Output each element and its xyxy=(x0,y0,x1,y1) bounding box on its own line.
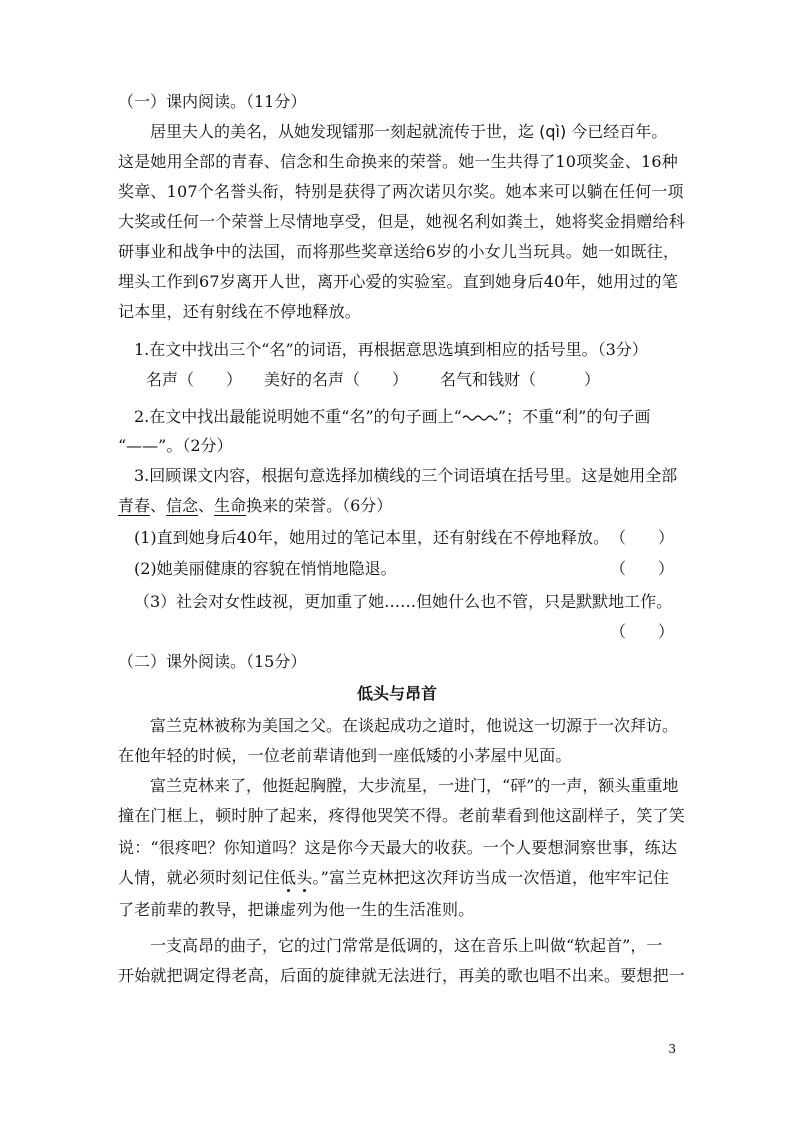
para-line: 埋头工作到67岁离开人世，离开心爱的实验室。直到她身后40年，她用过的笔 xyxy=(118,272,678,291)
underlined-word: 生命 xyxy=(214,496,247,515)
page-number: 3 xyxy=(668,1042,676,1056)
section2-heading: （二）课外阅读。（15分） xyxy=(118,652,307,671)
wavy-underline-icon xyxy=(462,413,498,423)
blank-good-reputation[interactable]: 美好的名声（ ） xyxy=(264,370,409,389)
question-3-item-2: (2)她美丽健康的容貌在悄悄地隐退。 xyxy=(134,559,397,578)
underlined-word: 青春 xyxy=(118,496,151,515)
blank-fame[interactable]: 名声（ ） xyxy=(146,370,243,389)
question-3-item-3: （3）社会对女性歧视，更加重了她……但她什么也不管，只是默默地工作。 xyxy=(134,592,673,611)
question-3-item-1: (1)直到她身后40年，她用过的笔记本里，还有射线在不停地释放。 xyxy=(134,528,610,547)
para-line: 这是她用全部的青春、信念和生命换来的荣誉。她一生共得了10项奖金、16种 xyxy=(118,152,678,171)
answer-paren[interactable]: （ ） xyxy=(610,559,675,578)
question-3-line2: 青春、信念、生命换来的荣誉。（6分） xyxy=(118,496,393,515)
dotted-emphasis: 低 xyxy=(280,868,297,887)
dotted-emphasis: 头 xyxy=(296,868,313,887)
para-line: 富兰克林来了，他挺起胸膛，大步流星，一进门，“砰”的一声，额头重重地 xyxy=(150,776,679,795)
question-2-line2: “——”。（2分） xyxy=(118,436,233,455)
pinyin-annotation: (qì) xyxy=(539,122,567,141)
para-line: 在他年轻的时候，一位老前辈请他到一座低矮的小茅屋中见面。 xyxy=(118,746,572,765)
para-line: 大奖或任何一个荣誉上尽情地享受，但是，她视名利如粪土，她将奖金捐赠给科 xyxy=(118,212,686,231)
para-line: 富兰克林被称为美国之父。在谈起成功之道时，他说这一切源于一次拜访。 xyxy=(150,716,679,735)
question-3: 3.回顾课文内容，根据句意选择加横线的三个词语填在括号里。这是她用全部 xyxy=(134,466,678,485)
para-line: 一支高昂的曲子，它的过门常常是低调的，这在音乐上叫做“软起首”，一 xyxy=(150,936,663,955)
answer-paren[interactable]: （ ） xyxy=(610,528,675,547)
para-line: 开始就把调定得老高，后面的旋律就无法进行，再美的歌也唱不出来。要想把一 xyxy=(118,966,686,985)
question-2: 2.在文中找出最能说明她不重“名”的句子画上“ ”；不重“利”的句子画 xyxy=(134,407,651,426)
para-line: 撞在门框上，顿时肿了起来，疼得他哭笑不得。老前辈看到他这副样子，笑了笑 xyxy=(118,806,686,825)
para-line: 人情，就必须时刻记住低头。”富兰克林把这次拜访当成一次悟道，他牢牢记住 xyxy=(118,868,670,887)
underlined-word: 信念 xyxy=(166,496,199,515)
answer-paren[interactable]: （ ） xyxy=(610,622,675,641)
para-line: 研事业和战争中的法国，而将那些奖章送给6岁的小女儿当玩具。她一如既往， xyxy=(118,242,680,261)
article-title: 低头与昂首 xyxy=(356,684,437,703)
blank-fame-and-wealth[interactable]: 名气和钱财（ ） xyxy=(440,370,601,389)
para-line: 记本里，还有射线在不停地释放。 xyxy=(118,302,362,321)
para-line: 了老前辈的教导，把谦虚列为他一生的生活准则。 xyxy=(118,900,475,919)
section1-heading: （一）课内阅读。（11分） xyxy=(118,92,307,111)
para-line: 居里夫人的美名，从她发现镭那一刻起就流传于世，迄 (qì) 今已经百年。 xyxy=(150,122,668,141)
question-1: 1.在文中找出三个“名”的词语，再根据意思选填到相应的括号里。（3分） xyxy=(134,340,648,359)
para-line: 说：“很疼吧？你知道吗？这是你今天最大的收获。一个人要想洞察世事，练达 xyxy=(118,838,678,857)
para-line: 奖章、107个名誉头衔，特别是获得了两次诺贝尔奖。她本来可以躺在任何一项 xyxy=(118,182,684,201)
